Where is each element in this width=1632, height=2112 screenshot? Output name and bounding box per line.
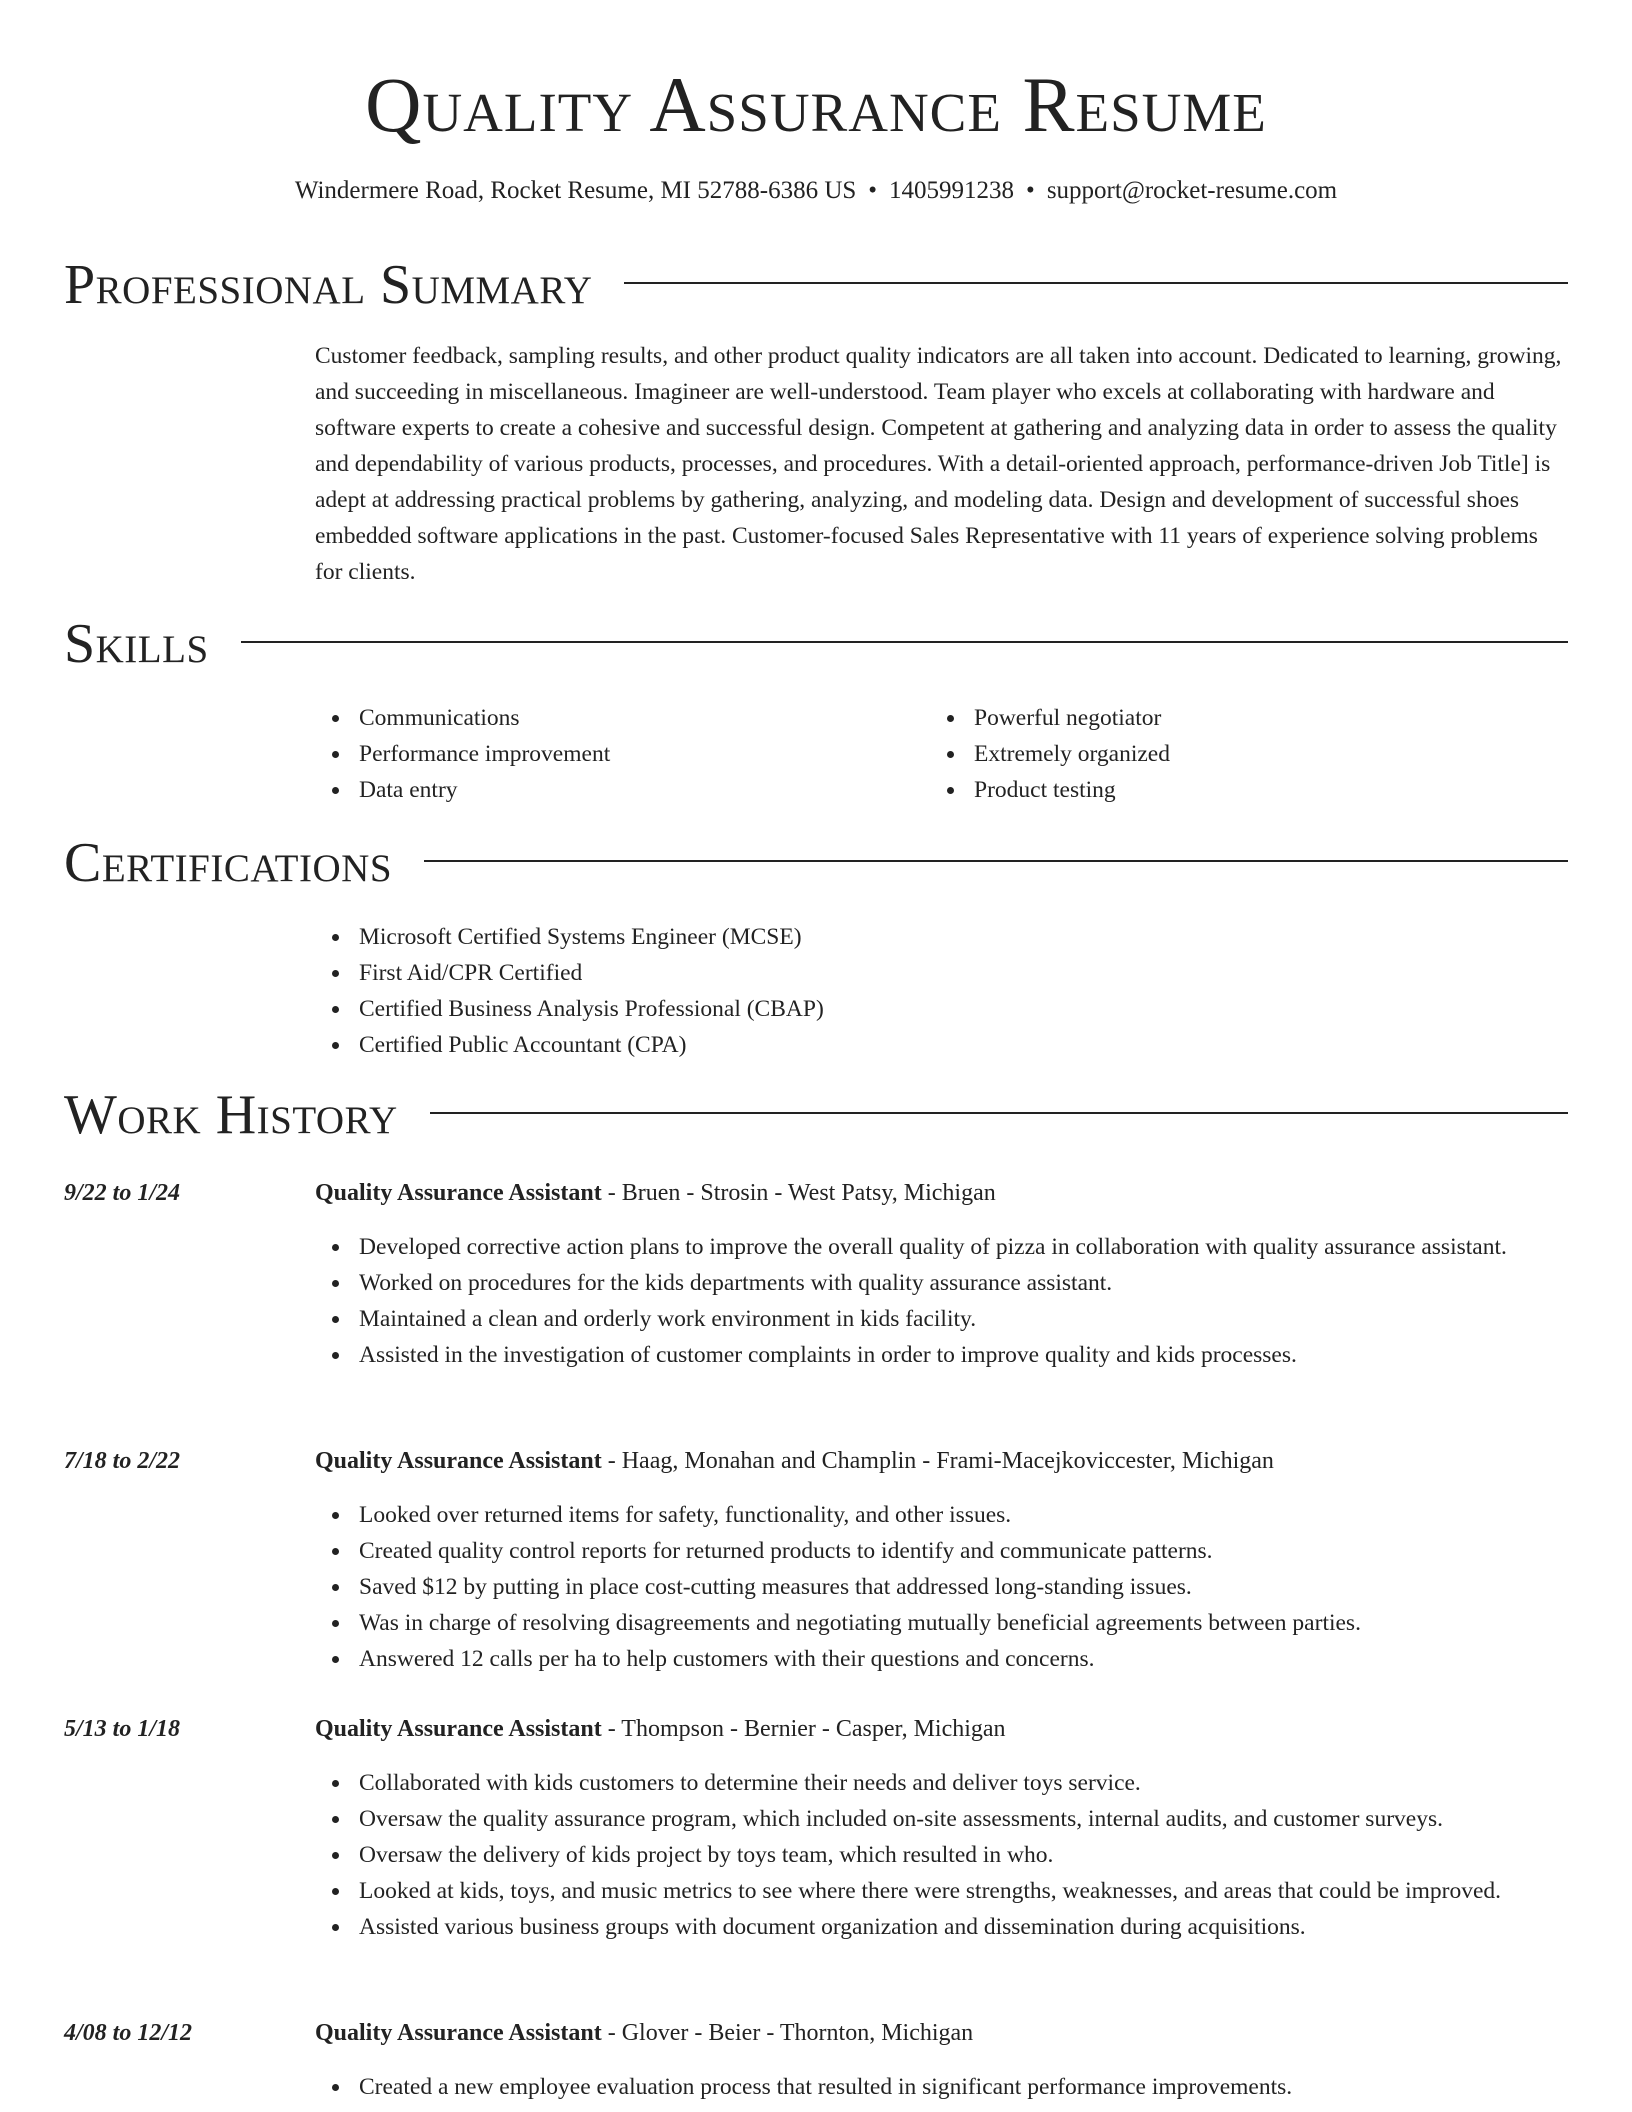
section-work-history (64, 1083, 1568, 1147)
section-certifications (64, 831, 1568, 895)
job-bullets (315, 1765, 1570, 1945)
job-title-line (315, 1711, 1570, 1747)
job-dates: 4/08 to 12/12 (64, 2020, 193, 2046)
section-heading: Professional Summary (64, 254, 593, 316)
section-heading: Skills (64, 613, 209, 675)
contact-email[interactable]: support@rocket-resume.com (1046, 177, 1338, 204)
certifications-list (315, 919, 1570, 1063)
job-dates: 9/22 to 1/24 (64, 1180, 181, 1206)
job-bullet: Oversaw the quality assurance program, which included on-site assessments, internal audits, and customer surveys. (315, 1801, 1570, 1837)
job-employer: - Glover - Beier - Thornton, Michigan (601, 2020, 974, 2046)
job-bullet: Collaborated with kids customers to determine their needs and deliver toys service. (315, 1765, 1570, 1801)
contact-separator: • (1026, 177, 1035, 204)
job-employer: - Thompson - Bernier - Casper, Michigan (601, 1716, 1006, 1742)
job-employer: - Bruen - Strosin - West Patsy, Michigan (601, 1180, 996, 1206)
job-bullet: Looked at kids, toys, and music metrics to see where there were strengths, weaknesses, and areas that could be improved. (315, 1873, 1570, 1909)
job-employer: - Haag, Monahan and Champlin - Frami-Macejkoviccester, Michigan (601, 1448, 1274, 1474)
resume-title: Quality Assurance Resume (365, 61, 1267, 148)
section-rule (624, 282, 1568, 284)
job-title: Quality Assurance Assistant (315, 1448, 602, 1474)
contact-separator: • (868, 177, 878, 204)
skill-item: Data entry (315, 772, 915, 808)
certification-item: First Aid/CPR Certified (315, 955, 1570, 991)
contact-line (0, 174, 1632, 208)
job-title-line (315, 1175, 1570, 1211)
certification-item: Certified Public Accountant (CPA) (315, 1027, 1570, 1063)
job-bullets (315, 1497, 1570, 1677)
section-heading: Certifications (64, 832, 393, 894)
certification-item: Microsoft Certified Systems Engineer (MCSE) (315, 919, 1570, 955)
skill-item: Extremely organized (930, 736, 1530, 772)
job-bullet: Created a new employee evaluation process that resulted in significant performance improvements. (315, 2069, 1570, 2105)
job-bullet: Answered 12 calls per ha to help customers with their questions and concerns. (315, 1641, 1570, 1677)
job-bullet: Oversaw the delivery of kids project by toys team, which resulted in who. (315, 1837, 1570, 1873)
section-rule (424, 860, 1568, 862)
job-bullets (315, 1229, 1570, 1373)
job-bullet: Saved $12 by putting in place cost-cutting measures that addressed long-standing issues. (315, 1569, 1570, 1605)
section-professional-summary (64, 253, 1568, 317)
skill-item: Product testing (930, 772, 1530, 808)
contact-phone: 1405991238 (889, 177, 1015, 204)
skill-item: Communications (315, 700, 915, 736)
job-title-line (315, 2015, 1570, 2051)
job-bullet: Looked over returned items for safety, functionality, and other issues. (315, 1497, 1570, 1533)
skills-list-left (315, 700, 915, 808)
job-title: Quality Assurance Assistant (315, 2020, 602, 2046)
section-rule (241, 641, 1568, 643)
section-rule (430, 1112, 1568, 1114)
job-title: Quality Assurance Assistant (315, 1716, 602, 1742)
skill-item: Powerful negotiator (930, 700, 1530, 736)
skills-list-right (930, 700, 1530, 808)
job-bullet: Created quality control reports for returned products to identify and communicate patterns. (315, 1533, 1570, 1569)
job-title-line (315, 1443, 1570, 1479)
skill-item: Performance improvement (315, 736, 915, 772)
job-bullet: Worked on procedures for the kids departments with quality assurance assistant. (315, 1265, 1570, 1301)
section-heading: Work History (64, 1084, 398, 1146)
job-title: Quality Assurance Assistant (315, 1180, 602, 1206)
job-dates: 5/13 to 1/18 (64, 1716, 181, 1742)
job-bullet: Was in charge of resolving disagreements and negotiating mutually beneficial agreements between parties. (315, 1605, 1570, 1641)
job-bullet: Assisted in the investigation of customer complaints in order to improve quality and kids processes. (315, 1337, 1570, 1373)
job-bullet: Developed corrective action plans to improve the overall quality of pizza in collaboration with quality assurance assistant. (315, 1229, 1570, 1265)
section-skills (64, 612, 1568, 676)
job-bullet: Assisted various business groups with document organization and dissemination during acquisitions. (315, 1909, 1570, 1945)
summary-text: Customer feedback, sampling results, and other product quality indicators are all taken into account. Dedicated to learning, growing, and succeeding in miscellaneous. Imagineer are well-understood. Team player who excels at collaborating with hardware and software experts to create a cohesive and successful design. Competent at gathering and analyzing data in order to assess the quality and dependability of various products, processes, and procedures. With a detail-oriented approach, performance-driven Job Title] is adept at addressing practical problems by gathering, analyzing, and modeling data. Design and development of successful shoes embedded software applications in the past. Customer-focused Sales Representative with 11 years of experience solving problems for clients. (315, 343, 1562, 585)
job-bullets (315, 2069, 1570, 2105)
contact-address: Windermere Road, Rocket Resume, MI 52788-6386 US (294, 177, 857, 204)
job-bullet: Maintained a clean and orderly work environment in kids facility. (315, 1301, 1570, 1337)
job-dates: 7/18 to 2/22 (64, 1448, 181, 1474)
certification-item: Certified Business Analysis Professional (CBAP) (315, 991, 1570, 1027)
